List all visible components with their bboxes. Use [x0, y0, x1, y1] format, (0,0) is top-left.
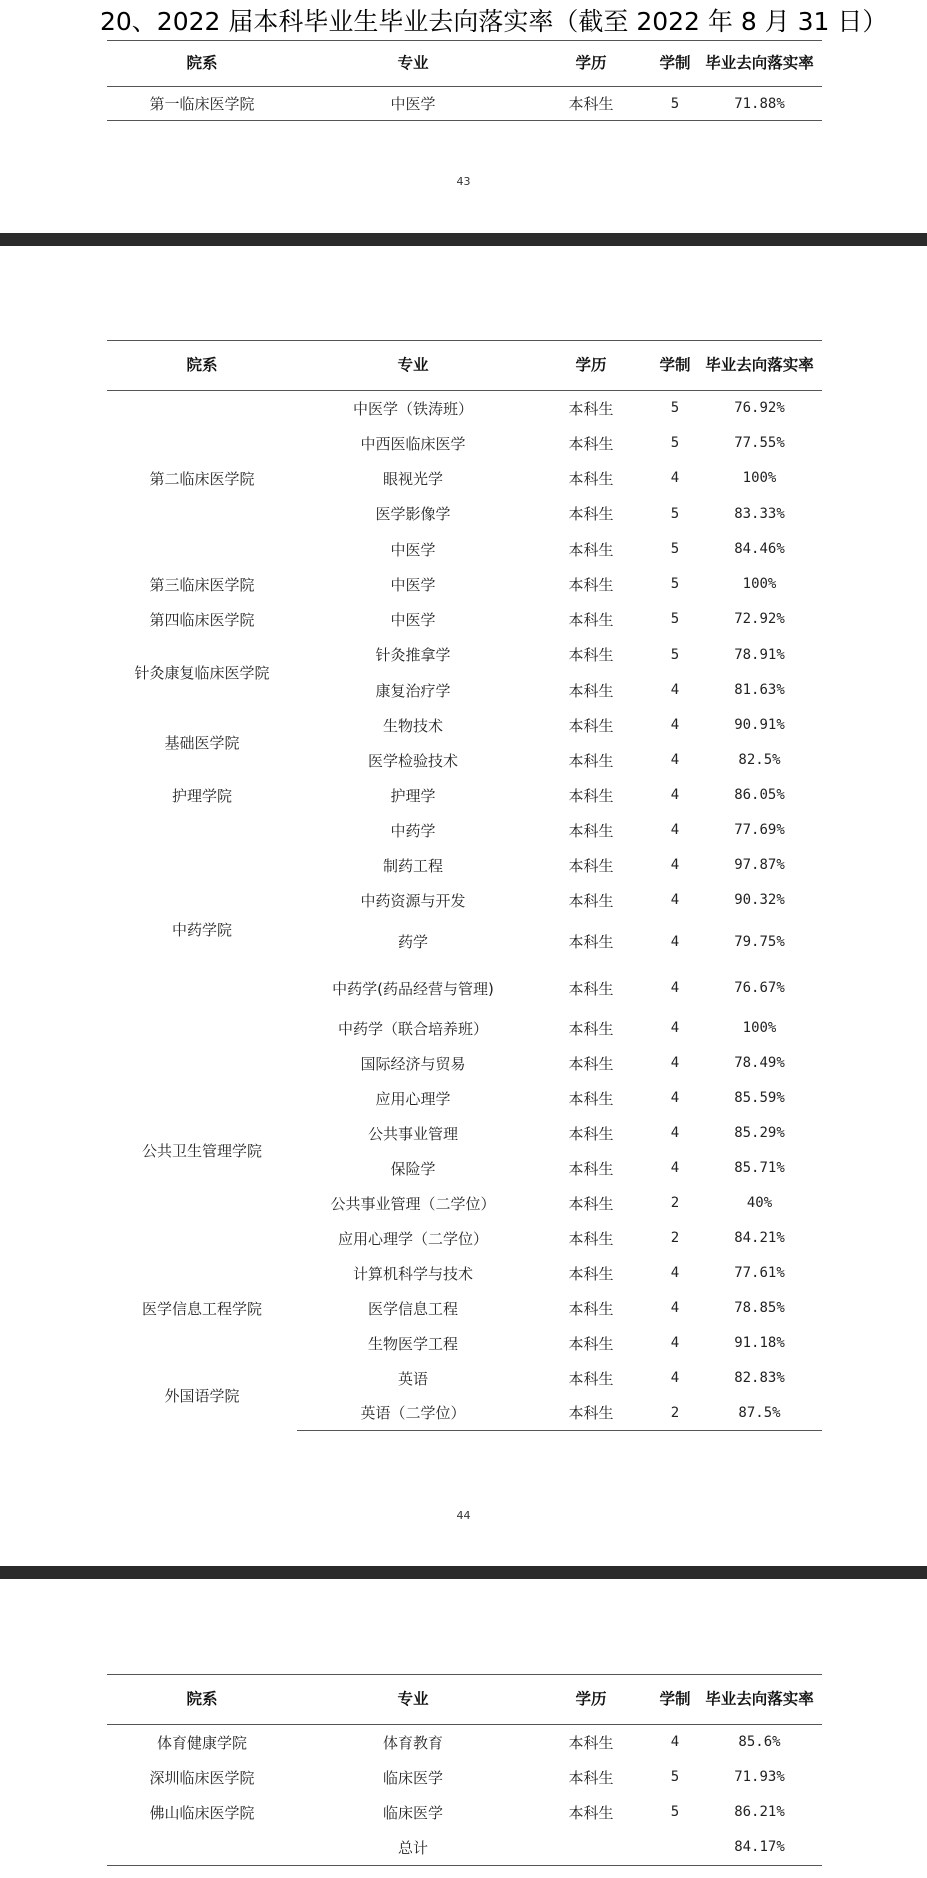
degree-cell: 本科生 [568, 505, 614, 523]
employment-table-1 [107, 40, 822, 121]
table-row [107, 1256, 822, 1291]
years-cell: 4 [670, 1020, 680, 1036]
years-cell: 5 [653, 87, 697, 121]
years-cell: 5 [670, 435, 680, 451]
degree-cell: 本科生 [568, 786, 614, 805]
header-dept: 院系 [107, 1675, 297, 1725]
header-dept: 院系 [107, 341, 297, 391]
rate-cell: 86.05% [734, 787, 785, 803]
major-cell: 护理学 [390, 786, 436, 805]
header-rate: 毕业去向落实率 [697, 1675, 822, 1725]
degree-cell: 本科生 [568, 1803, 614, 1822]
header-degree: 学历 [529, 41, 653, 87]
degree-cell: 本科生 [568, 933, 614, 951]
dept-cell: 第三临床医学院 [149, 575, 255, 594]
major-cell: 药学 [397, 933, 428, 951]
rate-cell: 84.21% [734, 1230, 785, 1246]
major-cell: 临床医学 [382, 1768, 443, 1787]
years-cell: 5 [670, 646, 680, 663]
degree-cell: 本科生 [568, 1369, 614, 1388]
header-major: 专业 [297, 1675, 529, 1725]
rate-cell: 78.49% [734, 1055, 785, 1071]
major-cell: 体育教育 [382, 1733, 443, 1752]
major-cell: 中医学 [390, 575, 436, 594]
rate-cell: 79.75% [734, 933, 785, 950]
years-cell: 4 [670, 1370, 680, 1386]
degree-cell: 本科生 [568, 751, 614, 770]
major-cell: 针灸推拿学 [375, 646, 451, 664]
rate-cell: 85.71% [734, 1160, 785, 1176]
page-44 [0, 246, 927, 1566]
major-cell: 医学检验技术 [367, 751, 458, 770]
major-cell: 生物技术 [382, 716, 443, 735]
dept-cell: 公共卫生管理学院 [141, 1142, 262, 1160]
dept-cell: 医学信息工程学院 [141, 1299, 262, 1318]
dept-cell: 第四临床医学院 [149, 610, 255, 629]
rate-cell: 76.67% [734, 980, 785, 996]
table-header-row [107, 1675, 822, 1725]
degree-cell: 本科生 [568, 891, 614, 910]
years-cell: 4 [670, 892, 680, 908]
major-cell: 中医学（铁涛班） [352, 399, 473, 418]
rate-cell: 100% [742, 1020, 777, 1036]
page-divider [0, 233, 927, 246]
degree-cell: 本科生 [568, 610, 614, 629]
degree-cell: 本科生 [568, 1159, 614, 1178]
table-row [107, 567, 822, 602]
header-years: 学制 [653, 1675, 697, 1725]
major-cell: 公共事业管理（二学位） [330, 1194, 496, 1213]
table-row [107, 1361, 822, 1396]
rate-cell: 83.33% [734, 505, 785, 522]
rate-cell: 97.87% [734, 857, 785, 873]
major-cell: 中医学 [390, 610, 436, 629]
major-cell: 应用心理学 [375, 1089, 451, 1108]
table-row [107, 1760, 822, 1795]
years-cell: 5 [670, 400, 680, 417]
major-cell: 中药学（联合培养班） [337, 1019, 488, 1038]
major-cell: 医学影像学 [375, 505, 451, 523]
page-title: 20、2022 届本科毕业生毕业去向落实率（截至 2022 年 8 月 31 日） [100, 7, 888, 36]
years-cell: 4 [670, 980, 680, 996]
major-cell: 国际经济与贸易 [360, 1054, 466, 1073]
rate-cell: 71.88% [697, 87, 822, 121]
years-cell: 5 [670, 611, 680, 627]
degree-cell: 本科生 [568, 1054, 614, 1073]
degree-cell: 本科生 [568, 1334, 614, 1353]
table-row [107, 87, 822, 121]
dept-cell: 外国语学院 [164, 1387, 240, 1405]
major-cell: 保险学 [390, 1159, 436, 1178]
major-cell: 中药学 [390, 821, 436, 840]
page-45 [0, 1579, 927, 1878]
major-cell: 英语（二学位） [297, 1396, 529, 1431]
rate-cell: 77.55% [734, 435, 785, 451]
major-cell: 康复治疗学 [375, 681, 451, 700]
degree-cell: 本科生 [568, 1194, 614, 1213]
years-cell: 2 [670, 1230, 680, 1246]
major-cell: 公共事业管理 [367, 1124, 458, 1143]
major-cell: 中药学(药品经营与管理) [332, 979, 494, 998]
dept-cell: 深圳临床医学院 [149, 1768, 255, 1787]
degree-cell: 本科生 [568, 540, 614, 559]
employment-table-2 [107, 340, 822, 1431]
rate-cell: 85.29% [734, 1125, 785, 1141]
employment-table-3 [107, 1674, 822, 1866]
major-cell: 中西医临床医学 [360, 434, 466, 453]
header-major: 专业 [297, 41, 529, 87]
degree-cell: 本科生 [529, 1396, 653, 1431]
years-cell: 5 [670, 505, 680, 522]
dept-cell: 针灸康复临床医学院 [134, 663, 270, 682]
rate-cell: 84.46% [734, 541, 785, 557]
table-row [107, 1795, 822, 1830]
degree-cell: 本科生 [568, 469, 614, 488]
empty-cell [653, 1830, 697, 1866]
rate-cell: 78.85% [734, 1300, 785, 1316]
major-cell: 临床医学 [382, 1803, 443, 1822]
total-rate: 84.17% [697, 1830, 822, 1866]
total-row [107, 1830, 822, 1866]
dept-cell: 第二临床医学院 [149, 470, 255, 489]
rate-cell: 81.63% [734, 682, 785, 698]
degree-cell: 本科生 [568, 1299, 614, 1318]
header-degree: 学历 [529, 1675, 653, 1725]
header-dept: 院系 [107, 41, 297, 87]
page-number: 44 [456, 1509, 471, 1522]
rate-cell: 77.61% [734, 1265, 785, 1281]
degree-cell: 本科生 [568, 1264, 614, 1283]
header-major: 专业 [297, 341, 529, 391]
rate-cell: 91.18% [734, 1335, 785, 1351]
header-years: 学制 [653, 341, 697, 391]
years-cell: 2 [653, 1396, 697, 1431]
empty-cell [107, 1830, 297, 1866]
rate-cell: 86.21% [734, 1804, 785, 1820]
header-years: 学制 [653, 41, 697, 87]
rate-cell: 76.92% [734, 400, 785, 417]
years-cell: 4 [670, 1300, 680, 1316]
table-row [107, 708, 822, 743]
degree-cell: 本科生 [568, 399, 614, 418]
degree-cell: 本科生 [568, 1733, 614, 1752]
degree-cell: 本科生 [568, 434, 614, 453]
rate-cell: 82.5% [738, 752, 781, 768]
major-cell: 英语 [397, 1369, 428, 1388]
years-cell: 4 [670, 717, 680, 733]
years-cell: 4 [670, 1160, 680, 1176]
degree-cell: 本科生 [568, 1124, 614, 1143]
years-cell: 5 [670, 576, 680, 592]
rate-cell: 78.91% [734, 646, 785, 663]
total-label: 总计 [297, 1830, 529, 1866]
dept-cell: 护理学院 [171, 786, 232, 805]
years-cell: 4 [670, 822, 680, 838]
rate-cell: 40% [746, 1195, 773, 1211]
table-row [107, 391, 822, 426]
years-cell: 4 [670, 470, 680, 486]
years-cell: 4 [670, 933, 680, 950]
rate-cell: 90.32% [734, 892, 785, 908]
page-43 [0, 0, 927, 233]
years-cell: 4 [670, 1125, 680, 1141]
degree-cell: 本科生 [529, 87, 653, 121]
table-row [107, 1046, 822, 1081]
years-cell: 4 [670, 1055, 680, 1071]
degree-cell: 本科生 [568, 575, 614, 594]
rate-cell: 72.92% [734, 611, 785, 627]
degree-cell: 本科生 [568, 1019, 614, 1038]
major-cell: 计算机科学与技术 [352, 1264, 473, 1283]
degree-cell: 本科生 [568, 716, 614, 735]
dept-cell: 佛山临床医学院 [149, 1803, 255, 1822]
major-cell: 中医学 [390, 540, 436, 559]
major-cell: 应用心理学（二学位） [337, 1229, 488, 1248]
years-cell: 4 [670, 787, 680, 803]
years-cell: 4 [670, 752, 680, 768]
page-divider [0, 1566, 927, 1579]
rate-cell: 87.5% [697, 1396, 822, 1431]
major-cell: 眼视光学 [382, 469, 443, 488]
rate-cell: 100% [742, 470, 777, 486]
table-row [107, 778, 822, 813]
major-cell: 中医学 [297, 87, 529, 121]
degree-cell: 本科生 [568, 1229, 614, 1248]
header-rate: 毕业去向落实率 [697, 341, 822, 391]
degree-cell: 本科生 [568, 856, 614, 875]
years-cell: 5 [670, 1804, 680, 1820]
years-cell: 4 [670, 1734, 680, 1751]
degree-cell: 本科生 [568, 1768, 614, 1787]
table-row [107, 637, 822, 673]
major-cell: 制药工程 [382, 856, 443, 875]
years-cell: 2 [670, 1195, 680, 1211]
degree-cell: 本科生 [568, 979, 614, 998]
header-rate: 毕业去向落实率 [697, 41, 822, 87]
years-cell: 4 [670, 682, 680, 698]
header-degree: 学历 [529, 341, 653, 391]
years-cell: 5 [670, 1769, 680, 1785]
years-cell: 4 [670, 1335, 680, 1351]
major-cell: 医学信息工程 [367, 1299, 458, 1318]
years-cell: 5 [670, 541, 680, 557]
degree-cell: 本科生 [568, 646, 614, 664]
degree-cell: 本科生 [568, 821, 614, 840]
major-cell: 生物医学工程 [367, 1334, 458, 1353]
years-cell: 4 [670, 1090, 680, 1106]
degree-cell: 本科生 [568, 1089, 614, 1108]
table-header-row [107, 341, 822, 391]
rate-cell: 100% [742, 576, 777, 592]
rate-cell: 90.91% [734, 717, 785, 733]
dept-cell: 体育健康学院 [156, 1733, 247, 1752]
empty-cell [529, 1830, 653, 1866]
major-cell: 中药资源与开发 [360, 891, 466, 910]
page-number: 43 [456, 175, 471, 188]
rate-cell: 85.59% [734, 1090, 785, 1106]
dept-cell: 第一临床医学院 [107, 87, 297, 121]
table-row [107, 1725, 822, 1760]
years-cell: 4 [670, 1265, 680, 1281]
table-row [107, 602, 822, 637]
years-cell: 4 [670, 857, 680, 873]
rate-cell: 77.69% [734, 822, 785, 838]
table-row [107, 813, 822, 848]
dept-cell: 中药学院 [171, 920, 232, 939]
degree-cell: 本科生 [568, 681, 614, 700]
rate-cell: 82.83% [734, 1370, 785, 1386]
table-header-row [107, 41, 822, 87]
rate-cell: 71.93% [734, 1769, 785, 1785]
dept-cell: 基础医学院 [164, 734, 240, 752]
rate-cell: 85.6% [738, 1734, 781, 1751]
